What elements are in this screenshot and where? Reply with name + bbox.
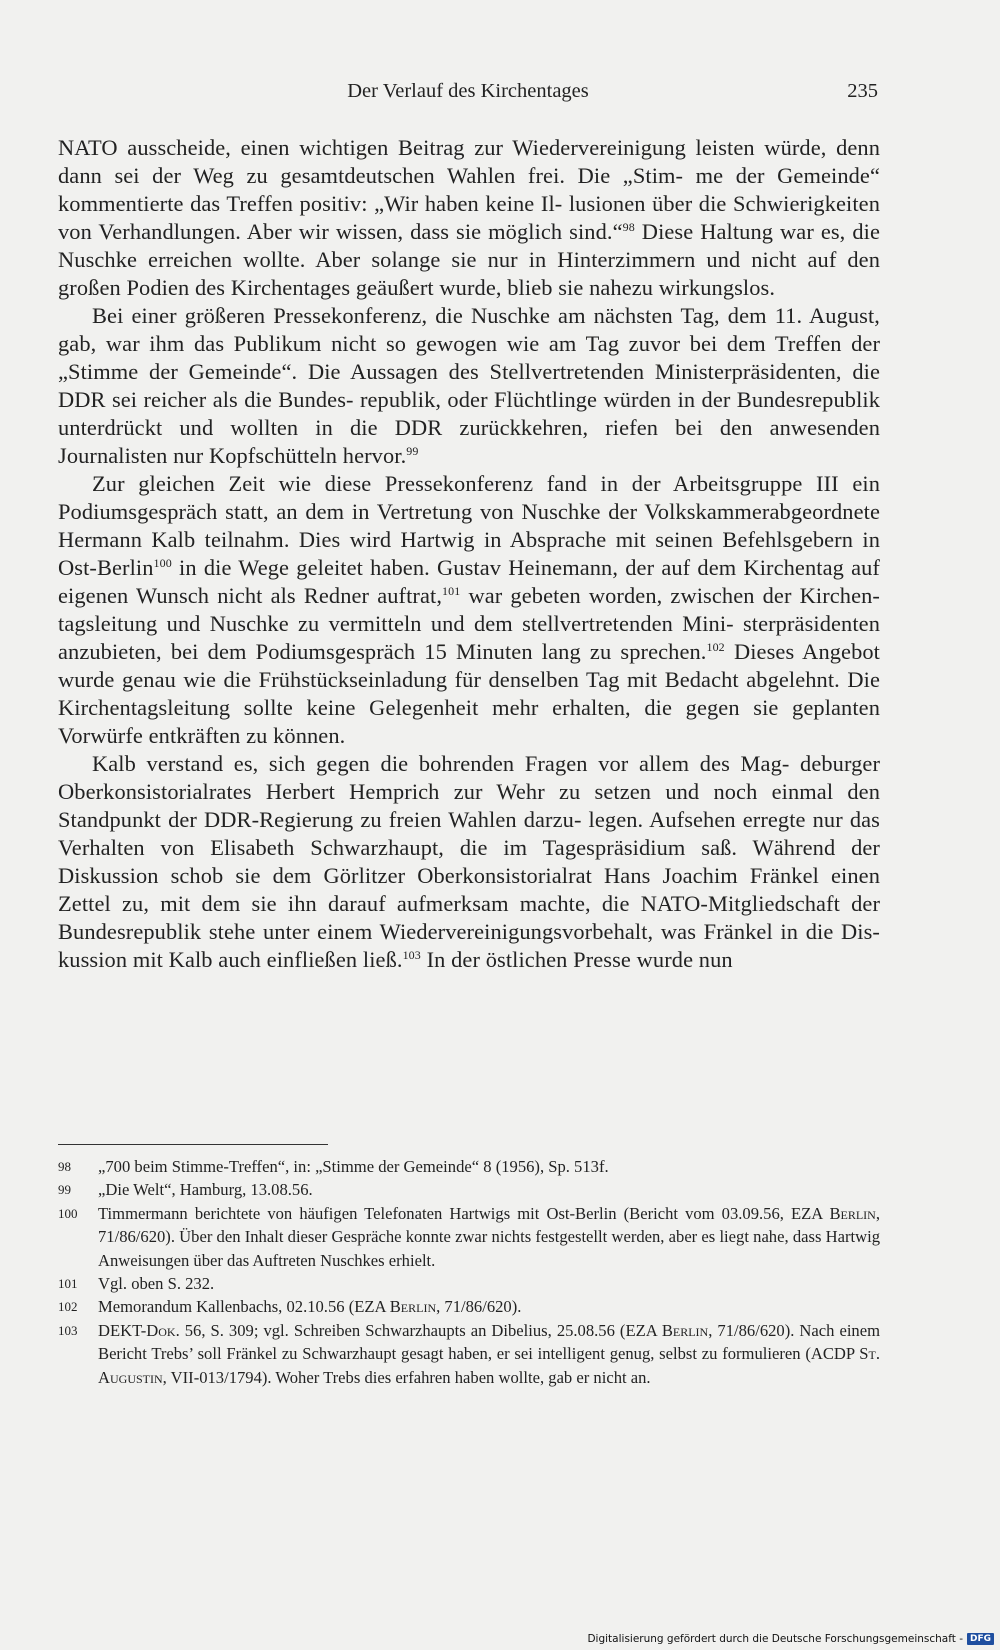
- paragraph-text: Bei einer größeren Pressekonferenz, die Nuschke am nächsten Tag, dem 11. August, gab, war ihm das Publikum nicht so gewogen wie am Tag zuvor bei dem Treffen der „Stimme der Gemeinde“. Die Aussagen des Stellvertretenden Ministerpräsidenten, die DDR sei reicher als die Bundes- republik, oder Flüchtlinge würden in der Bundesrepublik unterdrückt und wollten in die DDR zurückkehren, riefen bei den anwesenden Journalisten nur Kopfschütteln hervor.: [58, 303, 880, 468]
- paragraph-text: Diese Haltung war es, die Nuschke erreichen wollte. Aber solange sie nur in Hinterzimmern und nicht auf den großen Podien des Kirchentages geäußert wurde, blieb sie nahezu wirkungslos.: [58, 219, 880, 300]
- footnote-number: 102: [58, 1299, 78, 1315]
- paragraph-3: [58, 470, 880, 750]
- page-number: 235: [847, 80, 878, 102]
- footnote-ref: 103: [402, 948, 421, 962]
- footnote-text: „Die Welt“, Hamburg, 13.08.56.: [98, 1180, 313, 1200]
- footnote-text: „700 beim Stimme-Treffen“, in: „Stimme der Gemeinde“ 8 (1956), Sp. 513f.: [98, 1157, 609, 1176]
- footnote-text-part: , 71/86/620). Nach einem Bericht Trebs’ soll Fränkel zu Schwarzhaupt gesagt haben, er sei intelligent genug, selbst zu formulieren (ACDP: [98, 1320, 881, 1364]
- footnote-text: [98, 1202, 880, 1272]
- footnote-100: [58, 1202, 880, 1272]
- footnote-smallcaps: Berlin: [661, 1320, 709, 1340]
- paragraph-1: [58, 134, 880, 302]
- footnote-number: 103: [58, 1322, 78, 1338]
- paragraph-text: In der östlichen Presse wurde nun: [420, 947, 733, 972]
- paragraph-4: [58, 750, 880, 974]
- paragraph-2: [58, 302, 880, 470]
- footnote-102: [58, 1295, 880, 1318]
- footnote-smallcaps: Dok: [146, 1320, 176, 1340]
- footnote-text: Vgl. oben S. 232.: [98, 1274, 215, 1294]
- footnote-text: [98, 1319, 880, 1389]
- footnote-number: 99: [58, 1182, 71, 1198]
- footnote-smallcaps: Berlin: [829, 1203, 876, 1223]
- footnote-ref: 101: [442, 584, 461, 598]
- footnote-99: [58, 1178, 880, 1201]
- footnotes: [58, 1155, 880, 1389]
- footnote-101: [58, 1272, 880, 1295]
- footnote-ref: 100: [153, 556, 172, 570]
- footnote-text-part: DEKT-: [98, 1320, 147, 1340]
- paragraph-text: Dieses Angebot wurde genau wie die Frühstückseinladung für denselben Tag mit Bedacht abgelehnt. Die Kirchentagsleitung sollte keine Gelegenheit mehr erhalten, die gegen sie geplanten Vorwürfe entkräften zu können.: [58, 639, 880, 748]
- footnote-rule: [58, 1144, 328, 1145]
- footnote-text: [98, 1295, 880, 1318]
- dfg-logo-icon: DFG: [967, 1633, 994, 1645]
- digitization-credit: [587, 1631, 994, 1647]
- footnote-text-part: , 71/86/620).: [436, 1297, 522, 1317]
- paragraph-text: Zur gleichen Zeit wie diese Pressekonferenz fand in der Arbeitsgruppe III ein Podiumsgespräch statt, an dem in Vertretung von Nuschke der Volkskammerabgeordnete Hermann Kalb teilnahm. Dies wird Hartwig in Absprache mit seinen Befehlsgebern in Ost-Berlin: [58, 471, 880, 580]
- page-header: [58, 80, 878, 110]
- footnote-ref: 98: [622, 220, 635, 234]
- footnote-text-part: Timmermann berichtete von häufigen Telefonaten Hartwigs mit Ost-Berlin (Bericht vom 03.09.56, EZA: [98, 1203, 830, 1223]
- body-text: [58, 134, 880, 974]
- footnote-ref: 102: [706, 640, 725, 654]
- footnote-number: 98: [58, 1159, 71, 1174]
- paragraph-text: Kalb verstand es, sich gegen die bohrenden Fragen vor allem des Mag- deburger Oberkonsistorialrates Herbert Hemprich zur Wehr zu setzen und noch einmal den Standpunkt der DDR-Regierung zu freien Wahlen darzu- legen. Aufsehen erregte nur das Verhalten von Elisabeth Schwarzhaupt, die im Tagespräsidium saß. Während der Diskussion schob sie dem Görlitzer Oberkonsistorialrat Hans Joachim Fränkel einen Zettel zu, mit dem sie ihn darauf aufmerksam machte, die NATO-Mitgliedschaft der Bundesrepublik stehe unter einem Wiedervereinigungsvorbehalt, was Fränkel in die Dis- kussion mit Kalb auch einfließen ließ.: [58, 751, 880, 972]
- footnote-smallcaps: St. Augustin: [98, 1344, 880, 1387]
- running-title: Der Verlauf des Kirchentages: [347, 80, 589, 102]
- paragraph-text: NATO ausscheide, einen wichtigen Beitrag zur Wiedervereinigung leisten würde, denn dann sei der Weg zu gesamtdeutschen Wahlen frei. Die „Stim- me der Gemeinde“ kommentierte das Treffen positiv: „Wir haben keine Il- lusionen über die Schwierigkeiten von Verhandlungen. Aber wir wissen, dass sie möglich sind.“: [58, 135, 880, 244]
- footnote-number: 100: [58, 1205, 78, 1221]
- footnote-text-part: . 56, S. 309; vgl. Schreiben Schwarzhaupts an Dibelius, 25.08.56 (EZA: [175, 1320, 662, 1340]
- footnote-smallcaps: Berlin: [389, 1297, 437, 1317]
- paragraph-text: war gebeten worden, zwischen der Kirchen- tagsleitung und Nuschke zu vermitteln und dem stellvertretenden Mini- sterpräsidenten anzubieten, bei dem Podiumsgespräch 15 Minuten lang zu sprechen.: [58, 583, 880, 664]
- credit-text: Digitalisierung gefördert durch die Deutsche Forschungsgemeinschaft -: [587, 1633, 963, 1645]
- footnote-text-part: , 71/86/620). Über den Inhalt dieser Gespräche konnte zwar nichts festgestellt werden, aber es liegt nahe, dass Hartwig Anweisungen über das Auftreten Nuschkes erhielt.: [98, 1203, 880, 1270]
- footnote-text-part: , VII-013/1794). Woher Trebs dies erfahren haben wollte, gab er nicht an.: [162, 1367, 651, 1387]
- footnote-number: 101: [58, 1276, 78, 1292]
- footnote-text-part: Memorandum Kallenbachs, 02.10.56 (EZA: [98, 1297, 390, 1317]
- footnote-ref: 99: [406, 444, 419, 458]
- footnote-98: [58, 1155, 880, 1178]
- paragraph-text: in die Wege geleitet haben. Gustav Heinemann, der auf dem Kirchentag auf eigenen Wunsch nicht als Redner auftrat,: [58, 555, 880, 608]
- footnote-103: [58, 1319, 880, 1389]
